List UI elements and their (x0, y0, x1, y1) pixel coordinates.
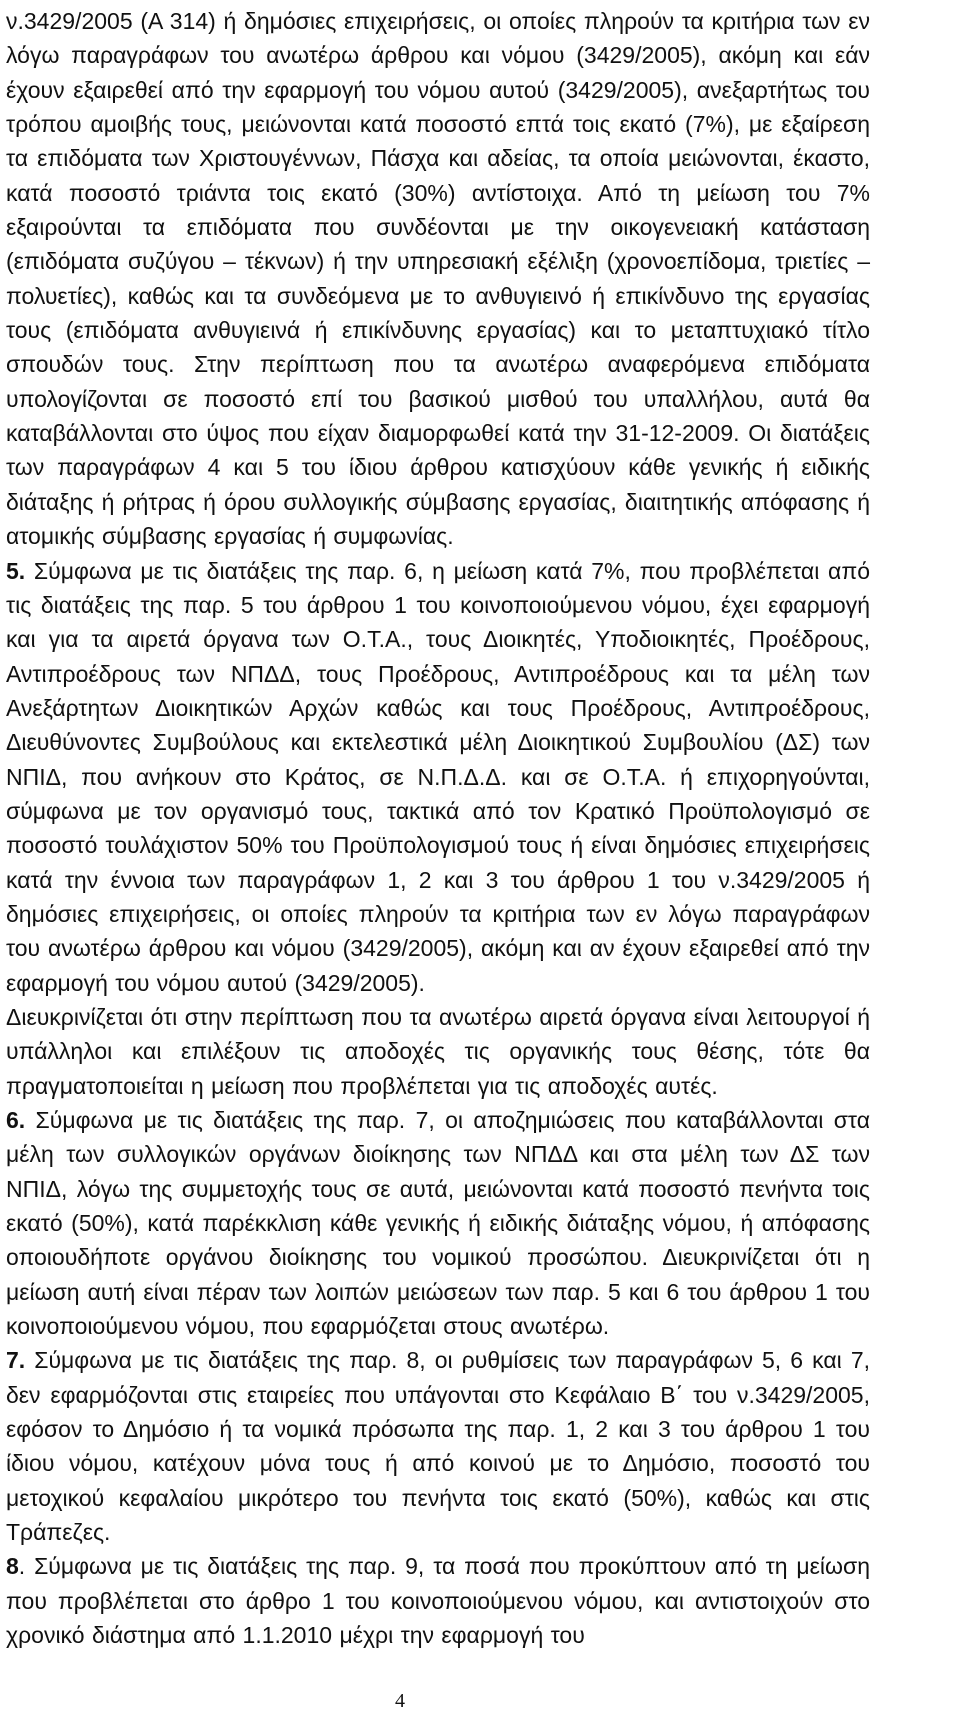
paragraph-7 (6, 1343, 870, 1549)
paragraph-clarification (6, 1000, 870, 1103)
paragraph-text: Σύμφωνα με τις διατάξεις της παρ. 8, οι ρυθμίσεις των παραγράφων 5, 6 και 7, δεν εφαρμόζονται στις εταιρείες που υπάγονται στο Κεφάλαιο Β΄ του ν.3429/2005, εφόσον το Δημόσιο ή τα νομικά πρόσωπα της παρ. 1, 2 και 3 του άρθρου 1 του ίδιου νόμου, κατέχουν μόνα τους ή από κοινού με το Δημόσιο, ποσοστό του μετοχικού κεφαλαίου μικρότερο του πενήντα τοις εκατό (50%), καθώς και στις Τράπεζες. (6, 1347, 870, 1546)
paragraph-continuation (6, 4, 870, 554)
paragraph-number: 6. (6, 1107, 26, 1133)
paragraph-number: 7. (6, 1347, 26, 1374)
page-number: 4 (395, 1690, 405, 1712)
paragraph-text: . Σύμφωνα με τις διατάξεις της παρ. 9, τα ποσά που προκύπτουν από τη μείωση που προβλέπεται στο άρθρο 1 του κοινοποιούμενου νόμου, και αντιστοιχούν στο χρονικό διάστημα από 1.1.2010 μέχρι την εφαρμογή του (6, 1553, 870, 1649)
paragraph-number: 8 (6, 1553, 19, 1580)
paragraph-5 (6, 554, 870, 1000)
document-body (6, 4, 870, 1653)
paragraph-text: Σύμφωνα με τις διατάξεις της παρ. 7, οι αποζημιώσεις που καταβάλλονται στα μέλη των συλλογικών οργάνων διοίκησης των ΝΠΔΔ και στα μέλη των ΔΣ των ΝΠΙΔ, λόγω της συμμετοχής τους σε αυτά, μειώνονται κατά ποσοστό πενήντα τοις εκατό (50%), κατά παρέκκλιση κάθε γενικής ή ειδικής διάταξης νόμου, ή απόφασης οποιουδήποτε οργάνου διοίκησης του νομικού προσώπου. Διευκρινίζεται ότι η μείωση αυτή είναι πέραν των λοιπών μειώσεων των παρ. 5 και 6 του άρθρου 1 του κοινοποιούμενου νόμου, που εφαρμόζεται στους ανωτέρω. (6, 1107, 870, 1340)
paragraph-number: 5. (6, 557, 26, 584)
paragraph-8 (6, 1549, 870, 1652)
paragraph-text: ν.3429/2005 (Α 314) ή δημόσιες επιχειρήσεις, οι οποίες πληρούν τα κριτήρια των εν λόγω παραγράφων του ανωτέρω άρθρου και νόμου (3429/2005), ακόμη και εάν έχουν εξαιρεθεί από την εφαρμογή του νόμου αυτού (3429/2005), ανεξαρτήτως του τρόπου αμοιβής τους, μειώνονται κατά ποσοστό επτά τοις εκατό (7%), με εξαίρεση τα επιδόματα των Χριστουγέννων, Πάσχα και αδείας, τα οποία μειώνονται, έκαστο, κατά ποσοστό τριάντα τοις εκατό (30%) αντίστοιχα. Από τη μείωση του 7% εξαιρούνται τα επιδόματα που συνδέονται με την οικογενειακή κατάσταση (επιδόματα συζύγου – τέκνων) ή την υπηρεσιακή εξέλιξη (χρονοεπίδομα, τριετίες – πολυετίες), καθώς και τα συνδεόμενα με το ανθυγιεινό ή επικίνδυνο της εργασίας τους (επιδόματα ανθυγιεινά ή επικίνδυνης εργασίας) και το μεταπτυχιακό τίτλο σπουδών τους. Στην περίπτωση που τα ανωτέρω αναφερόμενα επιδόματα υπολογίζονται σε ποσοστό επί του βασικού μισθού του υπαλλήλου, αυτά θα καταβάλλονται στο ύψος που είχαν διαμορφωθεί κατά την 31-12-2009. Οι διατάξεις των παραγράφων 4 και 5 του ίδιου άρθρου κατισχύουν κάθε γενικής ή ειδικής διάταξης ή ρήτρας ή όρου συλλογικής σύμβασης εργασίας, διαιτητικής απόφασης ή ατομικής σύμβασης εργασίας ή συμφωνίας. (6, 8, 870, 550)
paragraph-text: Σύμφωνα με τις διατάξεις της παρ. 6, η μείωση κατά 7%, που προβλέπεται από τις διατάξεις της παρ. 5 του άρθρου 1 του κοινοποιούμενου νόμου, έχει εφαρμογή και για τα αιρετά όργανα των Ο.Τ.Α., τους Διοικητές, Υποδιοικητές, Προέδρους, Αντιπροέδρους των ΝΠΔΔ, τους Προέδρους, Αντιπροέδρους και τα μέλη των Ανεξάρτητων Διοικητικών Αρχών καθώς και τους Προέδρους, Αντιπροέδρους, Διευθύνοντες Συμβούλους και εκτελεστικά μέλη Διοικητικού Συμβουλίου (ΔΣ) των ΝΠΙΔ, που ανήκουν στο Κράτος, σε Ν.Π.Δ.Δ. και σε Ο.Τ.Α. ή επιχορηγούνται, σύμφωνα με τον οργανισμό τους, τακτικά από τον Κρατικό Προϋπολογισμό σε ποσοστό τουλάχιστον 50% του Προϋπολογισμού τους ή είναι δημόσιες επιχειρήσεις κατά την έννοια των παραγράφων 1, 2 και 3 του άρθρου 1 του ν.3429/2005 ή δημόσιες επιχειρήσεις, οι οποίες πληρούν τα κριτήρια των εν λόγω παραγράφων του ανωτέρω άρθρου και νόμου (3429/2005), ακόμη και αν έχουν εξαιρεθεί από την εφαρμογή του νόμου αυτού (3429/2005). (6, 557, 870, 996)
paragraph-text: Διευκρινίζεται ότι στην περίπτωση που τα ανωτέρω αιρετά όργανα είναι λειτουργοί ή υπάλληλοι και επιλέξουν τις αποδοχές τις οργανικής τους θέσης, τότε θα πραγματοποιείται η μείωση που προβλέπεται για τις αποδοχές αυτές. (6, 1003, 870, 1099)
paragraph-6 (6, 1103, 870, 1343)
